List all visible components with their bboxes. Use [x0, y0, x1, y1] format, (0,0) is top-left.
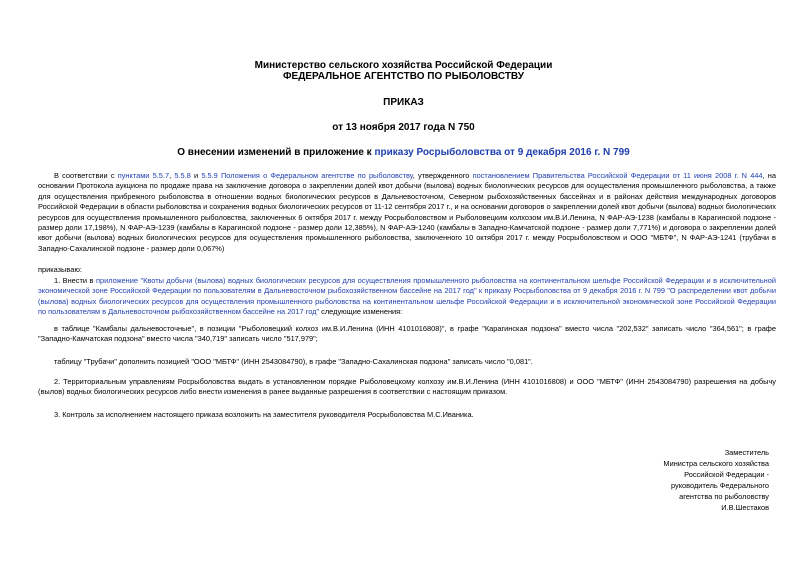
item-1-text-1: 1. Внести в	[54, 276, 96, 285]
preamble-text-4: , утвержденного	[412, 171, 473, 180]
doc-title-prefix: О внесении изменений в приложение к	[177, 147, 375, 158]
preamble-text-3: и	[190, 171, 202, 180]
government-decree-link[interactable]: постановлением Правительства Российской Федерации от 11 июня 2008 г. N 444	[472, 171, 763, 180]
ministry-name: Министерство сельского хозяйства Российской Федерации	[254, 60, 553, 71]
sub-item-flounder: в таблице "Камбалы дальневосточные", в позиции "Рыболовецкий колхоз им.В.И.Ленина (ИНН 4101016808)", в графе "Карагинская подзона" вместо числа "202,532" записать число "364,561"; в графе "Западно-Камчатская подзона" вместо числа "340,719" записать число "517,979";	[38, 324, 776, 344]
item-1-text-2: следующие изменения:	[319, 307, 403, 317]
signature-line: агентства по рыболовству	[679, 492, 769, 501]
signature-line: Заместитель	[724, 448, 769, 457]
order-word: приказываю:	[38, 265, 82, 274]
signature-line: Министра сельского хозяйства	[663, 459, 769, 468]
clause-557-link[interactable]: пунктами 5.5.7	[117, 171, 170, 180]
item-1-paragraph	[38, 276, 776, 318]
preamble-text-1: В соответствии с	[54, 171, 118, 180]
preamble-text-2: ,	[169, 171, 175, 180]
preamble-text-5: , на основании Протокола аукциона по продаже права на заключение договора о закреплении долей квот добычи (вылова) водных биологических ресурсов для осуществления промышленного рыболовства, а также для осуществления прибрежного рыболовства в отношении водных биологических ресурсов в Дальневосточном, Северном рыбохозяйственных бассейнах и в районах действия международных договоров Российской Федерации в области рыболовства и сохранения водных биологических ресурсов от 11-12 сентября 2017 г., и на основании договоров о закреплении долей квот добычи (вылова) водных биологических ресурсов для осуществления промышленного рыболовства, заключенных 6 октября 2017 г. между Росрыболовством и Рыболовецким колхозом им.В.И.Ленина, N ФАР-АЭ-1238 (камбалы в Карагинской подзоне - размер доли 17,198%), N ФАР-АЭ-1239 (камбалы в Карагинской подзоне - размер доли 12,385%), N ФАР-АЭ-1240 (камбалы в Западно-Камчатской подзоне - размер доли 7,771%) и договора о закреплении долей квот добычи (вылова) водных биологических ресурсов для осуществления промышленного рыболовства, заключенного 10 октября 2017 г. между Росрыболовством и ООО "МБТФ", N ФАР-АЭ-1241 (трубачи в Западно-Сахалинской подзоне - размер доли 0,067%)	[38, 171, 777, 253]
appendix-link[interactable]: приложение "Квоты добычи (вылова) водных биологических ресурсов для осуществления промышленного рыболовства на континентальном шельфе Российской Федерации и в исключительной экономической зоне Российской Федерации по пользователям в Дальневосточном рыбохозяйственном бассейне на 2017 год" к приказу Росрыболовства от 9 декабря 2016 г. N 799 "О распределении квот добычи (вылова) водных биологических ресурсов для осуществления промышленного рыболовства на континентальном шельфе Российской Федерации и в исключительной экономической зоне Российской Федерации по пользователям в Дальневосточном рыбохозяйственном бассейне на 2017 год"	[38, 276, 776, 317]
order-799-link[interactable]: приказу Росрыболовства от 9 декабря 2016 г. N 799	[374, 147, 630, 158]
regulation-link[interactable]: 5.5.9 Положения о Федеральном агентстве по рыболовству	[201, 171, 413, 180]
doc-type: ПРИКАЗ	[383, 97, 424, 108]
signature-block	[569, 447, 769, 513]
preamble-paragraph	[38, 171, 776, 254]
signature-line: руководитель Федерального	[671, 481, 769, 490]
item-3-paragraph: 3. Контроль за исполнением настоящего приказа возложить на заместителя руководителя Росрыболовства М.С.Иваника.	[54, 410, 474, 419]
sub-item-whelks: таблицу "Трубачи" дополнить позицией "ООО "МБТФ" (ИНН 2543084790), в графе "Западно-Сахалинская подзона" записать число "0,081".	[54, 357, 533, 366]
signature-line: Российской Федерации -	[684, 470, 769, 479]
clause-558-link[interactable]: 5.5.8	[174, 171, 191, 180]
doc-date-number: от 13 ноября 2017 года N 750	[332, 122, 475, 133]
agency-name: ФЕДЕРАЛЬНОЕ АГЕНТСТВО ПО РЫБОЛОВСТВУ	[283, 71, 524, 82]
doc-title	[0, 147, 807, 159]
signatory-name: И.В.Шестаков	[721, 503, 769, 512]
item-2-paragraph: 2. Территориальным управлениям Росрыболовства выдать в установленном порядке Рыболовецкому колхозу им.В.И.Ленина (ИНН 4101016808) и ООО "МБТФ" (ИНН 2543084790) разрешения на добычу (вылов) водных биологических ресурсов либо внести изменения в ранее выданные разрешения в соответствии с настоящим приказом.	[38, 377, 776, 397]
